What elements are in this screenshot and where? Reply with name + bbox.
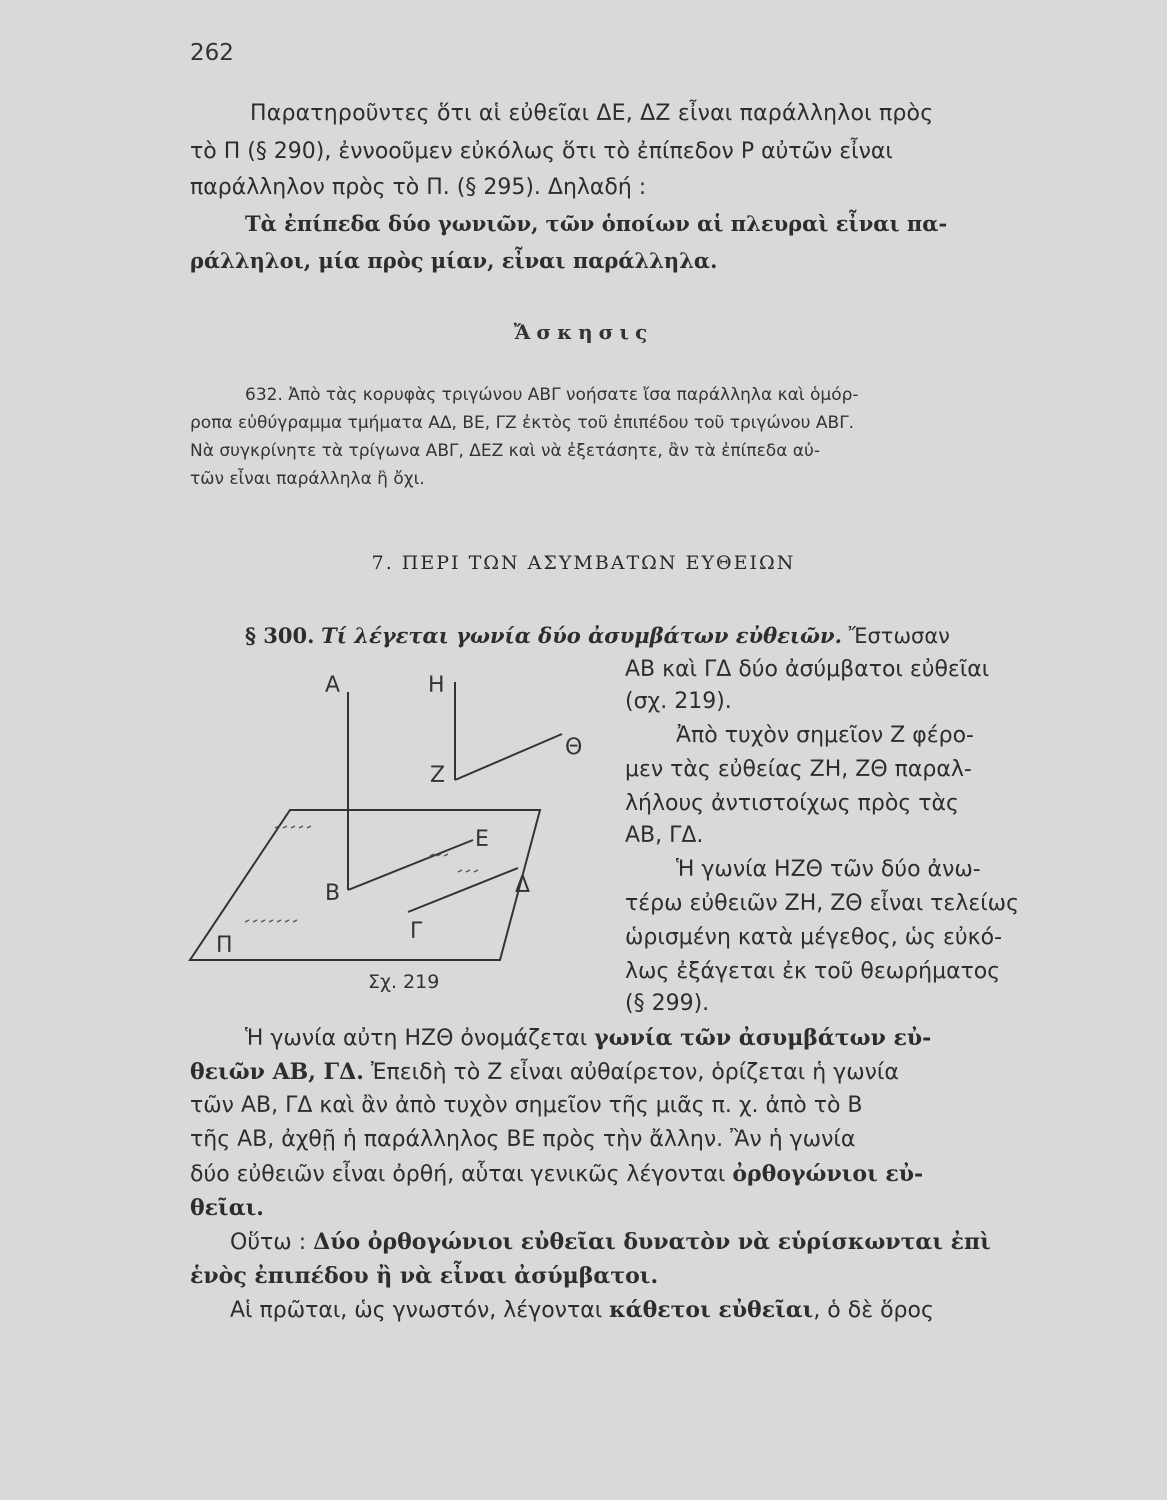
line-BE [348,840,473,890]
last-term: κάθετοι εὐθεῖαι [609,1297,814,1323]
exercise-line-2: ροπα εὐθύγραμμα τμήματα ΑΔ, ΒΕ, ΓΖ ἐκτὸς τοῦ ἐπιπέδου τοῦ τριγώνου ΑΒΓ. [190,413,855,433]
label-Gamma: Γ [410,919,423,944]
exercise-heading: Ἄσκησις [513,320,654,344]
paragraph-title: Τί λέγεται γωνία δύο ἀσυμβάτων εὐθειῶν. [321,623,842,648]
definition-line-3: τῶν ΑΒ, ΓΔ καὶ ἂν ἀπὸ τυχὸν σημεῖον τῆς μιᾶς π. χ. ἀπὸ τὸ Β [190,1093,863,1118]
figure-caption: Σχ. 219 [368,971,440,993]
theorem-line-1: Τὰ ἐπίπεδα δύο γωνιῶν, τῶν ὁποίων αἱ πλευραὶ εἶναι πα- [245,211,948,236]
paragraph-300-line-3: (σχ. 219). [625,689,732,714]
line-ZTheta [455,734,562,780]
definition-line-6: θεῖαι. [190,1195,264,1221]
definition-text-cont: Ἐπειδὴ τὸ Ζ εἶναι αὐθαίρετον, ὁρίζεται ἡ γωνία [363,1060,899,1085]
definition-text-5: δύο εὐθειῶν εἶναι ὀρθή, αὗται γενικῶς λέγονται [190,1162,733,1187]
last-text-a: Αἱ πρῶται, ὡς γνωστόν, λέγονται [230,1298,610,1323]
conclusion-line-1 [230,1228,991,1257]
paragraph-300-line-5: μεν τὰς εὐθείας ΖΗ, ΖΘ παραλ- [625,757,972,782]
hatching-4 [245,920,297,922]
definition-term: γωνία τῶν ἀσυμβάτων εὐ- [594,1025,932,1051]
definition-line-4: τῆς ΑΒ, ἀχθῇ ἡ παράλληλος ΒΕ πρὸς τὴν ἄλλην. Ἂν ἡ γωνία [190,1127,856,1152]
label-E: Ε [475,827,489,852]
paragraph-300-line-10: ὡρισμένη κατὰ μέγεθος, ὡς εὐκό- [625,925,1003,950]
definition-term-cont: θειῶν ΑΒ, ΓΔ. [190,1059,364,1085]
paragraph-300-line-7: ΑΒ, ΓΔ. [625,823,704,848]
paragraph-300-line-12: (§ 299). [625,991,710,1016]
paragraph-300-line-6: λήλους ἀντιστοίχως πρὸς τὰς [625,791,959,816]
paragraph-300-line-9: τέρω εὐθειῶν ΖΗ, ΖΘ εἶναι τελείως [625,891,1020,916]
definition-line-1 [245,1024,931,1053]
last-text-c: , ὁ δὲ ὅρος [813,1298,934,1323]
section-heading: 7. ΠΕΡΙ ΤΩΝ ΑΣΥΜΒΑΤΩΝ ΕΥΘΕΙΩΝ [371,552,796,574]
paragraph-300-heading [245,622,950,650]
paragraph-300-line-11: λως ἐξάγεται ἐκ τοῦ θεωρήματος [625,959,1001,984]
conclusion-line-2: ἑνὸς ἐπιπέδου ἢ νὰ εἶναι ἀσύμβατοι. [190,1263,659,1289]
paragraph-300-line1-tail: Ἔστωσαν [848,624,950,648]
definition-term-orthogonal: ὀρθογώνιοι εὐ- [732,1161,924,1187]
intro-line-1: Παρατηροῦντες ὅτι αἱ εὐθεῖαι ΔΕ, ΔΖ εἶναι παράλληλοι πρὸς [250,101,934,126]
definition-line-2 [190,1058,899,1087]
conclusion-statement: Δύο ὀρθογώνιοι εὐθεῖαι δυνατὸν νὰ εὑρίσκωνται ἐπὶ [313,1229,991,1255]
hatching-1 [275,826,311,828]
intro-line-3: παράλληλον πρὸς τὸ Π. (§ 295). Δηλαδή : [190,175,647,200]
line-GammaDelta [408,868,518,912]
paragraph-300-line-2: ΑΒ καὶ ΓΔ δύο ἀσύμβατοι εὐθεῖαι [625,657,990,682]
label-Pi: Π [216,933,233,958]
page-number: 262 [190,40,234,66]
label-Theta: Θ [565,735,583,760]
definition-line-5 [190,1160,923,1189]
exercise-line-1: 632. Ἀπὸ τὰς κορυφὰς τριγώνου ΑΒΓ νοήσατε ἴσα παράλληλα καὶ ὁμόρ- [245,385,859,405]
paragraph-300-line-8: Ἡ γωνία ΗΖΘ τῶν δύο ἀνω- [676,857,981,882]
label-Z: Ζ [430,763,446,788]
conclusion-lead: Οὕτω : [230,1230,314,1255]
label-B: Β [325,881,341,906]
figure-219 [180,660,620,1000]
label-Delta: Δ [515,873,531,898]
exercise-line-4: τῶν εἶναι παράλληλα ἢ ὄχι. [190,469,425,489]
definition-text: Ἡ γωνία αὐτη ΗΖΘ ὀνομάζεται [245,1026,595,1051]
paragraph-number: § 300. [245,623,315,648]
label-H: Η [428,673,445,698]
theorem-line-2: ράλληλοι, μία πρὸς μίαν, εἶναι παράλληλα. [190,248,718,273]
label-A: Α [325,673,341,698]
paragraph-300-line-4: Ἀπὸ τυχὸν σημεῖον Ζ φέρο- [676,723,974,748]
exercise-line-3: Νὰ συγκρίνητε τὰ τρίγωνα ΑΒΓ, ΔΕΖ καὶ νὰ ἐξετάσητε, ἂν τὰ ἐπίπεδα αὐ- [190,441,820,461]
intro-line-2: τὸ Π (§ 290), ἐννοοῦμεν εὐκόλως ὅτι τὸ ἐπίπεδον Ρ αὐτῶν εἶναι [190,139,893,164]
hatching-3 [458,870,478,872]
last-line [230,1296,934,1325]
